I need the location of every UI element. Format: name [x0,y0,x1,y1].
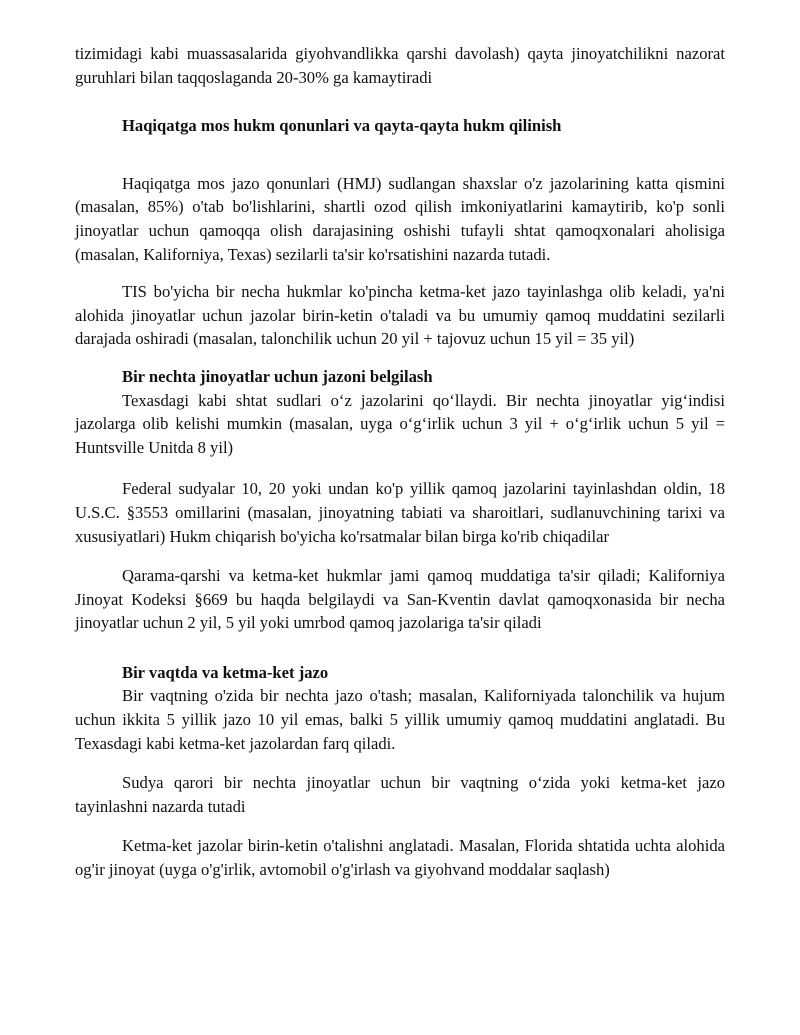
paragraph: Federal sudyalar 10, 20 yoki undan ko'p yillik qamoq jazolarini tayinlashdan oldin, 18 U.S.C. §3553 omillarini (masalan, jinoyatning tabiati va sharoitlari, sudlanuvchining tarixi va xususiyatlari) Hukm chiqarish bo'yicha ko'rsatmalar bilan birga ko'rib chiqadilar [75,479,725,546]
paragraph: Texasdagi kabi shtat sudlari o‘z jazolarini qo‘llaydi. Bir nechta jinoyatlar yig‘indisi jazolarga olib kelishi mumkin (masalan, uyga o‘g‘irlik uchun 3 yil + o‘g‘irlik uchun 5 yil = Huntsville Unitda 8 yil) [75,390,725,457]
paragraph: Qarama-qarshi va ketma-ket hukmlar jami qamoq muddatiga ta'sir qiladi; Kaliforniya Jinoyat Kodeksi §669 bu haqda belgilaydi va San-Kventin davlat qamoqxonasida bir necha jinoyatlar uchun 2 yil, 5 yil yoki umrbod qamoq jazolariga ta'sir qiladi [75,566,725,633]
paragraph: TIS bo'yicha bir necha hukmlar ko'pincha ketma-ket jazo tayinlashga olib keladi, ya'ni alohida jinoyatlar uchun jazolar birin-ketin o'taladi va bu umumiy qamoq muddatini sezilarli darajada oshiradi (masalan, talonchilik uchun 20 yil + tajovuz uchun 15 yil = 35 yil) [75,282,725,349]
paragraph: Bir vaqtning o'zida bir nechta jazo o'tash; masalan, Kaliforniyada talonchilik va hujum uchun ikkita 5 yillik jazo 10 yil emas, balki 5 yillik umumiy qamoq muddatini anglatadi. Bu Texasdagi kabi ketma-ket jazolardan farq qiladi. [75,686,725,753]
paragraph: Ketma-ket jazolar birin-ketin o'talishni anglatadi. Masalan, Florida shtatida uchta alohida og'ir jinoyat (uyga o'g'irlik, avtomobil o'g'irlash va giyohvand moddalar saqlash) [75,836,725,880]
section-heading-concurrent-consecutive: Bir vaqtda va ketma-ket jazo [122,662,329,682]
paragraph: Sudya qarori bir nechta jinoyatlar uchun bir vaqtning o‘zida yoki ketma-ket jazo tayinlashni nazarda tutadi [75,773,725,816]
section-heading-multiple-crimes: Bir nechta jinoyatlar uchun jazoni belgilash [122,366,433,386]
section-heading-truth-in-sentencing: Haqiqatga mos hukm qonunlari va qayta-qayta hukm qilinish [122,116,562,136]
paragraph: Haqiqatga mos jazo qonunlari (HMJ) sudlangan shaxslar o'z jazolarining katta qismini (masalan, 85%) o'tab bo'lishlarini, shartli ozod qilish imkoniyatlarini kamaytirib, ko'p sonli jinoyatlar uchun qamoqqa olish darajasining oshishi tufayli shtat qamoqxonalari aholisiga (masalan, Kaliforniya, Texas) sezilarli ta'sir ko'rsatishini nazarda tutadi. [75,173,725,264]
paragraph-continued: tizimidagi kabi muassasalarida giyohvandlikka qarshi davolash) qayta jinoyatchilikni nazorat guruhlari bilan taqqoslaganda 20-30% ga kamaytiradi [75,44,725,87]
